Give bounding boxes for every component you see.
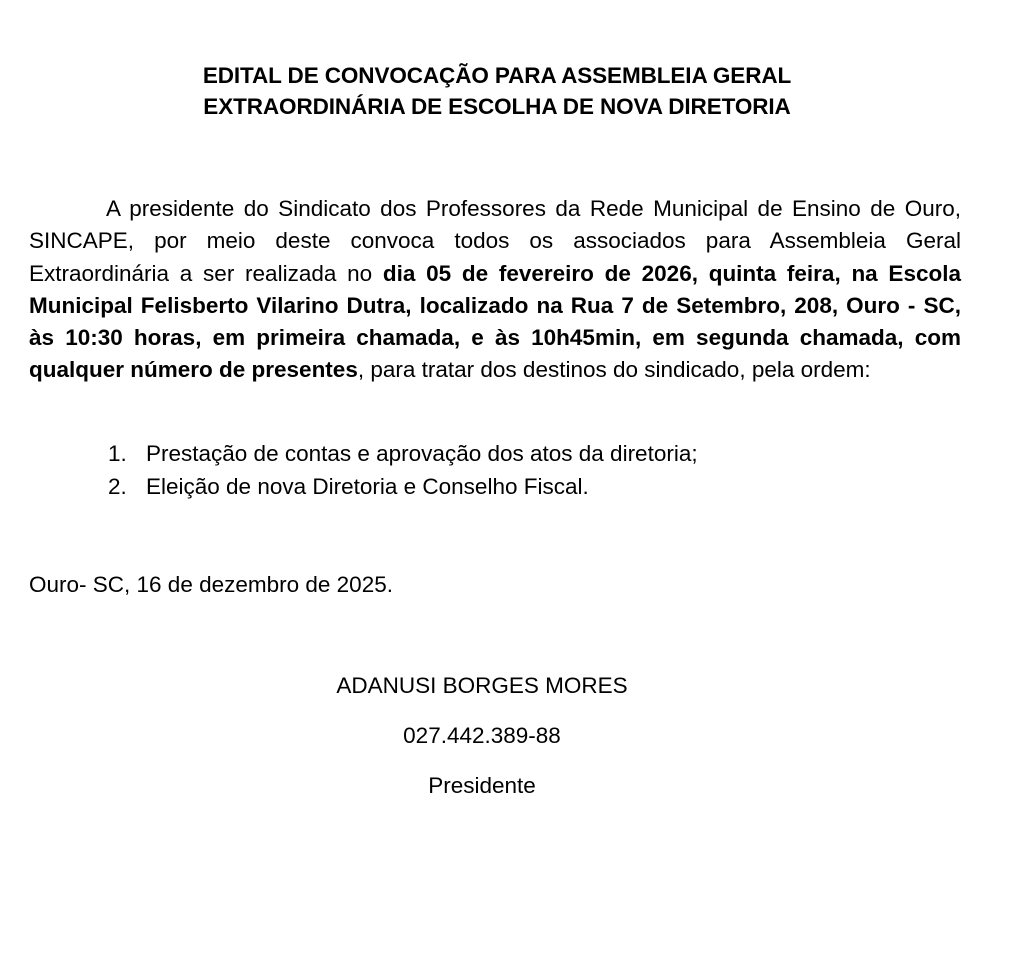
agenda-item xyxy=(108,437,698,470)
agenda-item-number: 1. xyxy=(108,441,127,466)
convocation-paragraph xyxy=(29,193,961,387)
title-line-1: EDITAL DE CONVOCAÇÃO PARA ASSEMBLEIA GERAL xyxy=(202,63,792,88)
title-line-2: EXTRAORDINÁRIA DE ESCOLHA DE NOVA DIRETORIA xyxy=(203,94,791,119)
agenda-item-text: Eleição de nova Diretoria e Conselho Fiscal. xyxy=(146,474,589,499)
paragraph-text-regular: A presidente do Sindicato dos Professores da Rede Municipal de Ensino de Ouro, SINCAPE, por meio deste convoca todos os associados para Assembleia Geral Extraordinária a ser realizada no xyxy=(29,196,961,286)
signatory-name: ADANUSI BORGES MORES xyxy=(336,673,628,698)
signatory-role: Presidente xyxy=(428,773,536,798)
agenda-list xyxy=(108,437,698,503)
paragraph-text-bold: dia 05 de fevereiro de 2026, quinta feira, na Escola Municipal Felisberto Vilarino Dutra, localizado na Rua 7 de Setembro, 208, Ouro - SC, às 10:30 horas, em primeira chamada, e às 10h45min, em segunda chamada, com qualquer número de presentes xyxy=(29,260,961,383)
agenda-item xyxy=(108,470,698,503)
document-title xyxy=(0,60,1024,122)
agenda-item-text: Prestação de contas e aprovação dos atos da diretoria; xyxy=(146,441,698,466)
place-date: Ouro- SC, 16 de dezembro de 2025. xyxy=(29,572,393,597)
agenda-item-number: 2. xyxy=(108,474,127,499)
paragraph-text-end: , para tratar dos destinos do sindicado, pela ordem: xyxy=(357,357,871,383)
signatory-cpf: 027.442.389-88 xyxy=(403,723,561,748)
